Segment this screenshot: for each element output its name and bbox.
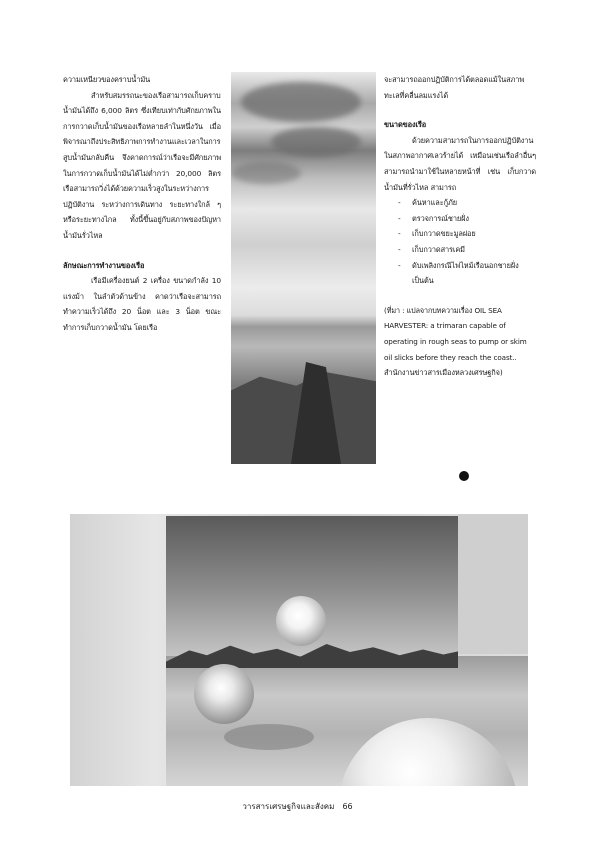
- right-paragraph-1: จะสามารถออกปฏิบัติการได้ตลอดแม้ในสภาพทะเลที่คลื่นลมแรงได้: [384, 75, 525, 100]
- left-column: [63, 72, 221, 336]
- list-item: - เก็บกวาดสารเคมี: [398, 242, 536, 258]
- sphere-medium: [194, 664, 254, 724]
- source-citation-end: สำนักงานข่าวสารเมืองหลวงเศรษฐกิจ): [384, 368, 503, 378]
- uses-list: [384, 195, 536, 289]
- right-heading: ขนาดของเรือ: [384, 120, 427, 130]
- page-footer: [0, 800, 595, 813]
- list-item: - ตรวจการณ์ชายฝั่ง: [398, 211, 536, 227]
- journal-title: วารสารเศรษฐกิจและสังคม: [242, 802, 335, 811]
- sphere-reflection: [224, 724, 314, 750]
- cloud-shape: [271, 127, 361, 157]
- sphere-small: [276, 596, 326, 646]
- side-panel: [458, 514, 528, 654]
- page-number: 66: [342, 802, 353, 811]
- end-mark-icon: [459, 471, 469, 481]
- list-item: - เก็บกวาดขยะมูลฝอย: [398, 226, 536, 242]
- spheres-artwork: [70, 514, 528, 786]
- left-heading: ลักษณะการทำงานของเรือ: [63, 260, 145, 270]
- left-paragraph-1b: สำหรับสมรรถนะของเรือสามารถเก็บคราบน้ำมันได้ถึง 6,000 ลิตร ซึ่งเทียบเท่ากับศักยภาพในการกวาดเก็บน้ำมันของเรือหลายลำในหนึ่งวัน เมื่อพิจารณาถึงประสิทธิภาพการทำงานและเวลาในการสูบน้ำมันกลับคืน จึงคาดการณ์ว่าเรือจะมีศักยภาพในการกวาดเก็บน้ำมันได้ไม่ต่ำกว่า 20,000 ลิตร เรือสามารถวิ่งได้ด้วยความเร็วสูงในระหว่างการปฏิบัติงาน ระหว่างการเดินทาง ระยะทางใกล้ ๆ หรือระยะทางไกล ทั้งนี้ขึ้นอยู่กับสภาพของปัญหาน้ำมันรั่วไหล: [63, 90, 221, 240]
- cloud-shape: [241, 82, 361, 122]
- list-item: - ค้นหาและกู้ภัย: [398, 195, 536, 211]
- right-paragraph-2: ด้วยความสามารถในการออกปฏิบัติงานในสภาพอากาศเลวร้ายได้ เหมือนเช่นเรือลำอื่นๆ สามารถนำมาใช้ในหลายหน้าที่ เช่น เก็บกวาดน้ำมันที่รั่วไหล สามารถ: [384, 135, 536, 192]
- source-citation: (ที่มา : แปลจากบทความเรื่อง OIL SEA HARVESTER: a trimaran capable of operating in rough seas to pump or skim oil slicks before they reach the coast..: [384, 305, 527, 362]
- left-paragraph-2: เรือมีเครื่องยนต์ 2 เครื่อง ขนาดกำลัง 10 แรงม้า ในลำตัวด้านข้าง คาดว่าเรือจะสามารถทำความเร็วได้ถึง 20 น็อต และ 3 น็อต ขณะทำการเก็บกวาดน้ำมัน โดยเรือ: [63, 276, 221, 332]
- right-column: [384, 72, 536, 381]
- seascape-photo: [231, 72, 376, 464]
- cloud-shape: [231, 162, 301, 184]
- list-item: - ดับเพลิงกรณีไฟไหม้เรือนอกชายฝั่งเป็นต้น: [398, 258, 536, 289]
- left-paragraph-1a: ความเหนียวของคราบน้ำมัน: [63, 75, 151, 84]
